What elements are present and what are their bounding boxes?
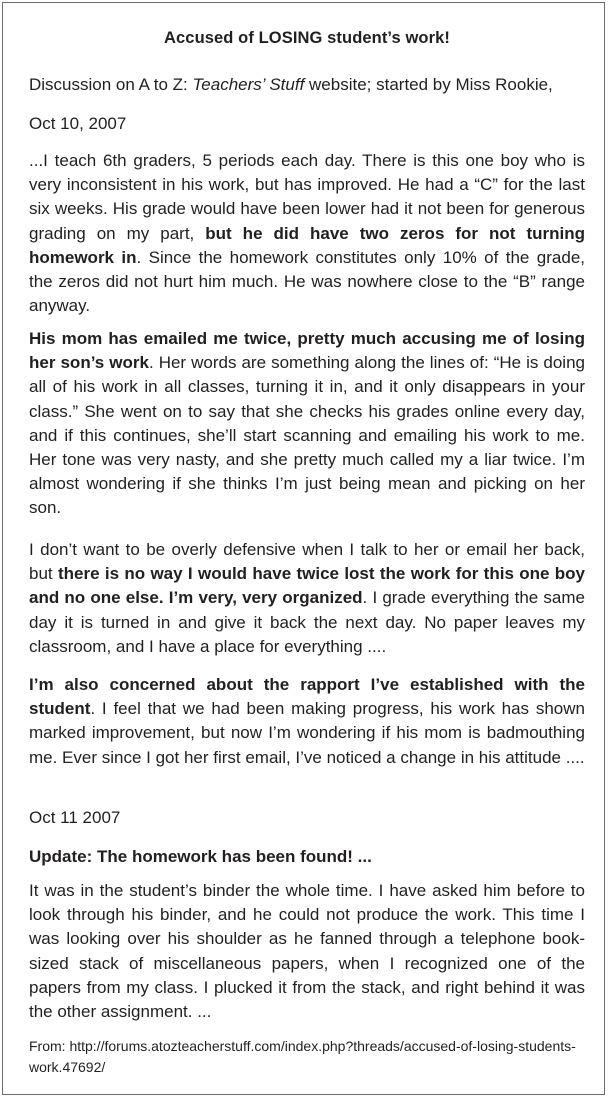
post-date-2: Oct 11 2007: [29, 808, 121, 827]
intro-site-name: Teachers’ Stuff: [192, 75, 305, 94]
paragraph-3-text-b: . I grade everything the same day it is turned in and give it back the next day. No paper leaves my classroom, and I have a place for everything ....: [29, 588, 585, 656]
update-heading: Update: The homework has been found! ...: [29, 847, 372, 866]
paragraph-3-text-a: I don’t want to be overly defensive when I talk to her or email her back, but: [29, 540, 585, 584]
paragraph-2-text: . Her words are something along the lines of: “He is doing all of his work in all classes, turning it in, and it only disappears in your class.” She went on to say that she checks his grades online every day, and if this continues, she’ll start scanning and emailing his work to me. Her tone was very nasty, and she pretty much called my a liar twice. I’m almost wondering if she thinks I’m just being mean and picking on her son.: [29, 353, 585, 518]
intro-after: website; started by Miss Rookie,: [304, 75, 553, 94]
paragraph-4: [29, 673, 585, 770]
document-frame: [2, 2, 605, 1095]
paragraph-1-text-a: ...I teach 6th graders, 5 periods each day. There is this one boy who is very inconsistent in his work, but has improved. He had a “C” for the last six weeks. His grade would have been lower had it not been for generous grading on my part,: [29, 151, 585, 243]
document-title: Accused of LOSING student’s work!: [164, 29, 450, 47]
paragraph-3-bold: there is no way I would have twice lost the work for this one boy and no one else. I’m very, very organized: [29, 564, 586, 608]
paragraph-4-bold: I’m also concerned about the rapport I’ve established with the student: [29, 675, 585, 719]
paragraph-3: [29, 538, 585, 659]
source-citation: From: http://forums.atozteacherstuff.com/index.php?threads/accused-of-losing-students-work.47692/: [29, 1038, 576, 1075]
paragraph-2: [29, 327, 585, 521]
paragraph-2-bold: His mom has emailed me twice, pretty much accusing me of losing her son’s work: [29, 329, 585, 373]
paragraph-5: It was in the student’s binder the whole time. I have asked him before to look through his binder, and he could not produce the work. This time I was looking over his shoulder as he fanned through a telephone book-sized stack of miscellaneous papers, when I recognized one of the papers from my class. I plucked it from the stack, and right behind it was the other assignment. ...: [29, 881, 585, 1022]
post-date-1: Oct 10, 2007: [29, 114, 127, 133]
paragraph-1-text-b: . Since the homework constitutes only 10% of the grade, the zeros did not hurt him much. He was nowhere close to the “B” range anyway.: [29, 247, 586, 316]
intro-before: Discussion on A to Z:: [29, 75, 193, 94]
paragraph-1: [29, 149, 585, 318]
paragraph-4-text: . I feel that we had been making progress, his work has shown marked improvement, but now I’m wondering if his mom is badmouthing me. Ever since I got her first email, I’ve noticed a change in his attitude ....: [29, 699, 585, 767]
intro-line: [29, 75, 553, 95]
paragraph-1-bold: but he did have two zeros for not turning homework in: [29, 223, 585, 267]
